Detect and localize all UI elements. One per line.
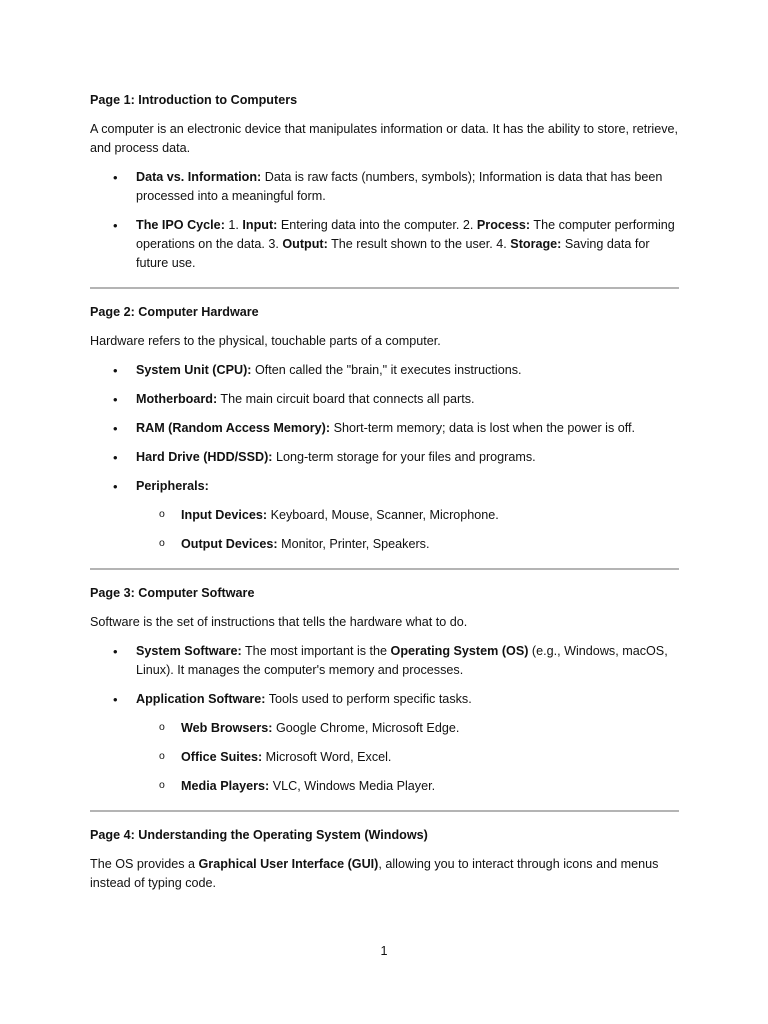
- term-description: The main circuit board that connects all parts.: [217, 392, 475, 406]
- bullet-item: [90, 642, 679, 680]
- term-label: System Unit (CPU):: [136, 363, 252, 377]
- bullet-item: [90, 390, 679, 409]
- section-divider: [90, 810, 679, 812]
- document-page: [90, 91, 679, 903]
- section-page-3: [90, 584, 679, 796]
- sub-bullet-list: [136, 506, 679, 554]
- bullet-item: [90, 448, 679, 467]
- term-description: Google Chrome, Microsoft Edge.: [272, 721, 460, 735]
- section-heading: Page 3: Computer Software: [90, 586, 255, 600]
- sub-bullet-item: [136, 719, 679, 738]
- term-description: Long-term storage for your files and programs.: [272, 450, 536, 464]
- bold-term: Storage:: [510, 237, 562, 251]
- bullet-item: [90, 168, 679, 206]
- section-heading: Page 2: Computer Hardware: [90, 305, 259, 319]
- term-label: Media Players:: [181, 779, 270, 793]
- term-description: Monitor, Printer, Speakers.: [277, 537, 430, 551]
- text-run: The OS provides a: [90, 857, 199, 871]
- term-label: Data vs. Information:: [136, 170, 262, 184]
- sub-bullet-item: [136, 777, 679, 796]
- term-label: The IPO Cycle:: [136, 218, 225, 232]
- sub-bullet-item: [136, 506, 679, 525]
- bold-term: Input:: [242, 218, 278, 232]
- term-label: Motherboard:: [136, 392, 218, 406]
- term-description: Keyboard, Mouse, Scanner, Microphone.: [267, 508, 499, 522]
- bold-term: Graphical User Interface (GUI): [198, 857, 379, 871]
- bullet-list: [90, 168, 679, 273]
- term-description: VLC, Windows Media Player.: [269, 779, 436, 793]
- section-divider: [90, 568, 679, 570]
- text-run: The most important is the: [241, 644, 391, 658]
- section-intro: [90, 855, 679, 893]
- bullet-list: [90, 361, 679, 554]
- term-label: System Software:: [136, 644, 242, 658]
- section-intro: Software is the set of instructions that tells the hardware what to do.: [90, 615, 468, 629]
- term-label: Web Browsers:: [181, 721, 273, 735]
- text-run: The computer performing operations on the data. 3.: [136, 218, 675, 251]
- section-page-2: [90, 303, 679, 554]
- section-divider: [90, 287, 679, 289]
- bullet-item: [90, 690, 679, 796]
- sub-bullet-list: [136, 719, 679, 796]
- bullet-item: [90, 216, 679, 273]
- bullet-list: [90, 642, 679, 796]
- term-label: Application Software:: [136, 692, 266, 706]
- text-run: 1.: [224, 218, 243, 232]
- term-description: Short-term memory; data is lost when the power is off.: [330, 421, 636, 435]
- text-run: , allowing you to interact through icons and menus instead of typing code.: [90, 857, 659, 890]
- sub-bullet-item: [136, 748, 679, 767]
- term-label: Hard Drive (HDD/SSD):: [136, 450, 273, 464]
- term-description: Microsoft Word, Excel.: [262, 750, 392, 764]
- section-heading: Page 4: Understanding the Operating System (Windows): [90, 828, 428, 842]
- text-run: Entering data into the computer. 2.: [277, 218, 477, 232]
- bold-term: Process:: [476, 218, 531, 232]
- bullet-item: [90, 477, 679, 554]
- term-label: Input Devices:: [181, 508, 268, 522]
- term-description: Data is raw facts (numbers, symbols); Information is data that has been processed into a meaningful form.: [136, 170, 663, 203]
- bullet-item: [90, 361, 679, 380]
- term-label: RAM (Random Access Memory):: [136, 421, 331, 435]
- text-run: The result shown to the user. 4.: [327, 237, 511, 251]
- bold-term: Operating System (OS): [390, 644, 529, 658]
- section-intro: A computer is an electronic device that manipulates information or data. It has the ability to store, retrieve, and process data.: [90, 122, 679, 155]
- text-run: Saving data for future use.: [136, 237, 650, 270]
- page-number: 1: [380, 944, 388, 958]
- section-page-1: [90, 91, 679, 273]
- sub-bullet-item: [136, 535, 679, 554]
- term-description: Often called the "brain," it executes instructions.: [251, 363, 522, 377]
- term-label: Office Suites:: [181, 750, 263, 764]
- section-intro: Hardware refers to the physical, touchable parts of a computer.: [90, 334, 441, 348]
- text-run: (e.g., Windows, macOS, Linux). It manages the computer's memory and processes.: [136, 644, 668, 677]
- term-label: Peripherals:: [136, 479, 209, 493]
- term-description: Tools used to perform specific tasks.: [265, 692, 472, 706]
- term-label: Output Devices:: [181, 537, 278, 551]
- section-page-4: [90, 826, 679, 893]
- bold-term: Output:: [282, 237, 328, 251]
- section-heading: Page 1: Introduction to Computers: [90, 93, 298, 107]
- bullet-item: [90, 419, 679, 438]
